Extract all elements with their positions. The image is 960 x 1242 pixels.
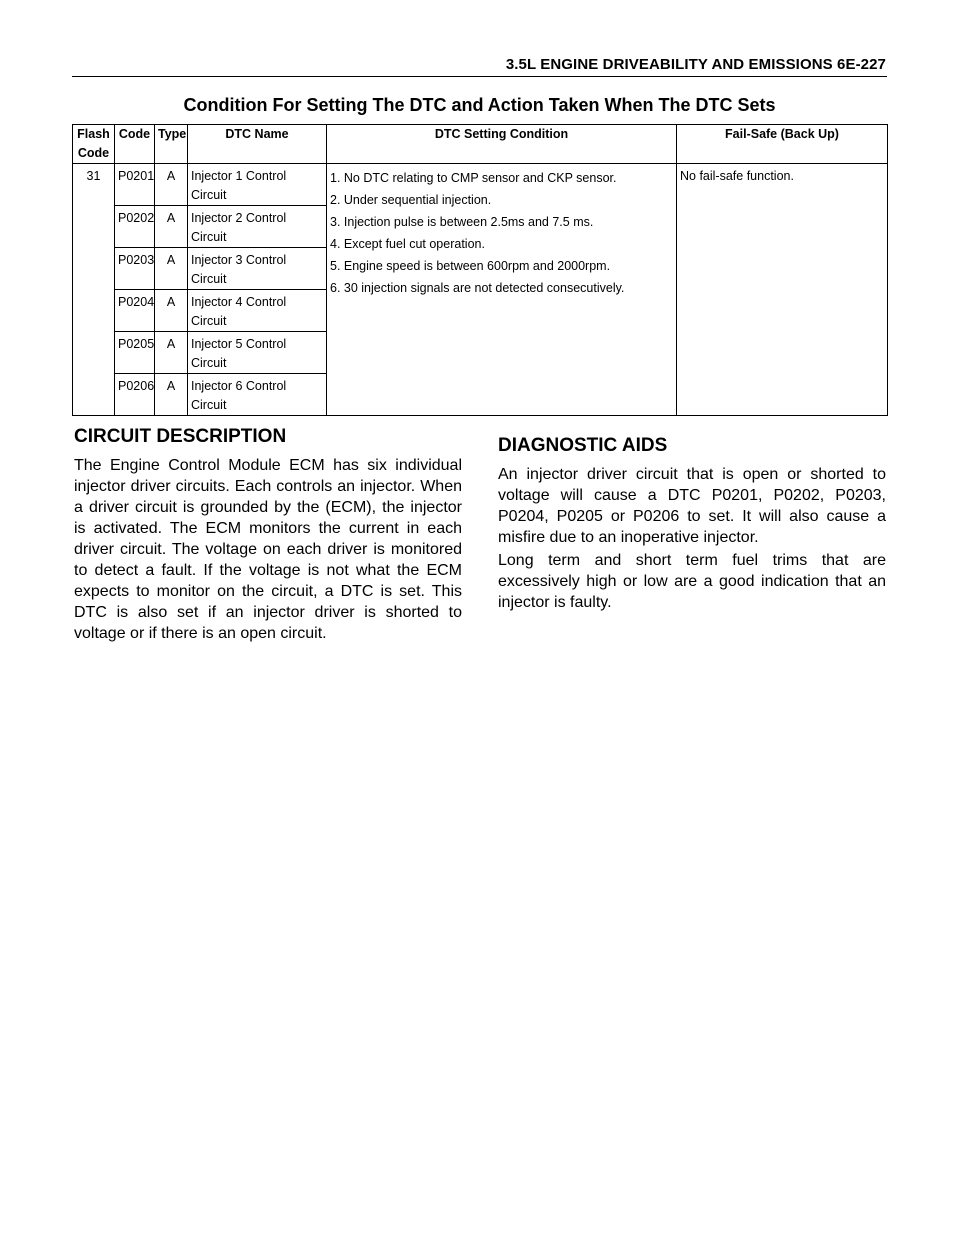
circuit-description-heading: CIRCUIT DESCRIPTION [74, 426, 287, 447]
dtc-setting-condition-cell [327, 164, 677, 416]
condition-line: 4. Except fuel cut operation. [330, 237, 485, 251]
type-cell: A [155, 248, 188, 290]
fail-safe-cell: No fail-safe function. [677, 164, 888, 416]
dtc-name-cell: Injector 5 Control Circuit [188, 332, 327, 374]
code-cell: P0204 [115, 290, 155, 332]
type-cell: A [155, 290, 188, 332]
circuit-description-text [74, 455, 462, 646]
condition-line: 5. Engine speed is between 600rpm and 2000rpm. [330, 259, 611, 273]
table-header-row [73, 125, 888, 164]
col-header-dtc-setting-condition: DTC Setting Condition [327, 125, 677, 164]
diagnostic-aids-heading: DIAGNOSTIC AIDS [498, 435, 668, 456]
code-cell: P0205 [115, 332, 155, 374]
diagnostic-aids-paragraph: Long term and short term fuel trims that are excessively high or low are a good indication that an injector is faulty. [498, 552, 886, 611]
diagnostic-aids-text [498, 464, 886, 615]
code-cell: P0203 [115, 248, 155, 290]
table-title: Condition For Setting The DTC and Action Taken When The DTC Sets [183, 95, 776, 115]
col-header-flash-code: Flash Code [73, 125, 115, 164]
dtc-name-cell: Injector 1 Control Circuit [188, 164, 327, 206]
col-header-code: Code [115, 125, 155, 164]
dtc-table [72, 124, 888, 416]
type-cell: A [155, 164, 188, 206]
condition-line: 6. 30 injection signals are not detected consecutively. [330, 281, 625, 295]
code-cell: P0206 [115, 374, 155, 416]
page-header-title: 3.5L ENGINE DRIVEABILITY AND EMISSIONS 6E-227 [505, 56, 886, 73]
header-rule [72, 76, 887, 77]
condition-line: 3. Injection pulse is between 2.5ms and 7.5 ms. [330, 215, 594, 229]
dtc-name-cell: Injector 6 Control Circuit [188, 374, 327, 416]
dtc-name-cell: Injector 3 Control Circuit [188, 248, 327, 290]
diagnostic-aids-paragraph: An injector driver circuit that is open or shorted to voltage will cause a DTC P0201, P0202, P0203, P0204, P0205 or P0206 to set. It will also cause a misfire due to an inoperative injector. [498, 466, 886, 546]
type-cell: A [155, 332, 188, 374]
dtc-name-cell: Injector 2 Control Circuit [188, 206, 327, 248]
condition-line: 2. Under sequential injection. [330, 193, 492, 207]
condition-line: 1. No DTC relating to CMP sensor and CKP sensor. [330, 171, 617, 185]
type-cell: A [155, 206, 188, 248]
col-header-type: Type [155, 125, 188, 164]
code-cell: P0201 [115, 164, 155, 206]
type-cell: A [155, 374, 188, 416]
flash-code-cell: 31 [73, 164, 115, 416]
dtc-name-cell: Injector 4 Control Circuit [188, 290, 327, 332]
col-header-fail-safe: Fail-Safe (Back Up) [677, 125, 888, 164]
code-cell: P0202 [115, 206, 155, 248]
table-row [73, 164, 888, 206]
col-header-dtc-name: DTC Name [188, 125, 327, 164]
circuit-description-paragraph: The Engine Control Module ECM has six individual injector driver circuits. Each controls an injector. When a driver circuit is grounded by the (ECM), the injector is activated. The ECM monitors the current in each driver circuit. The voltage on each driver is monitored to detect a fault. If the voltage is not what the ECM expects to monitor on the circuit, a DTC is set. This DTC is also set if an injector driver is shorted to voltage or if there is an open circuit. [74, 457, 462, 642]
